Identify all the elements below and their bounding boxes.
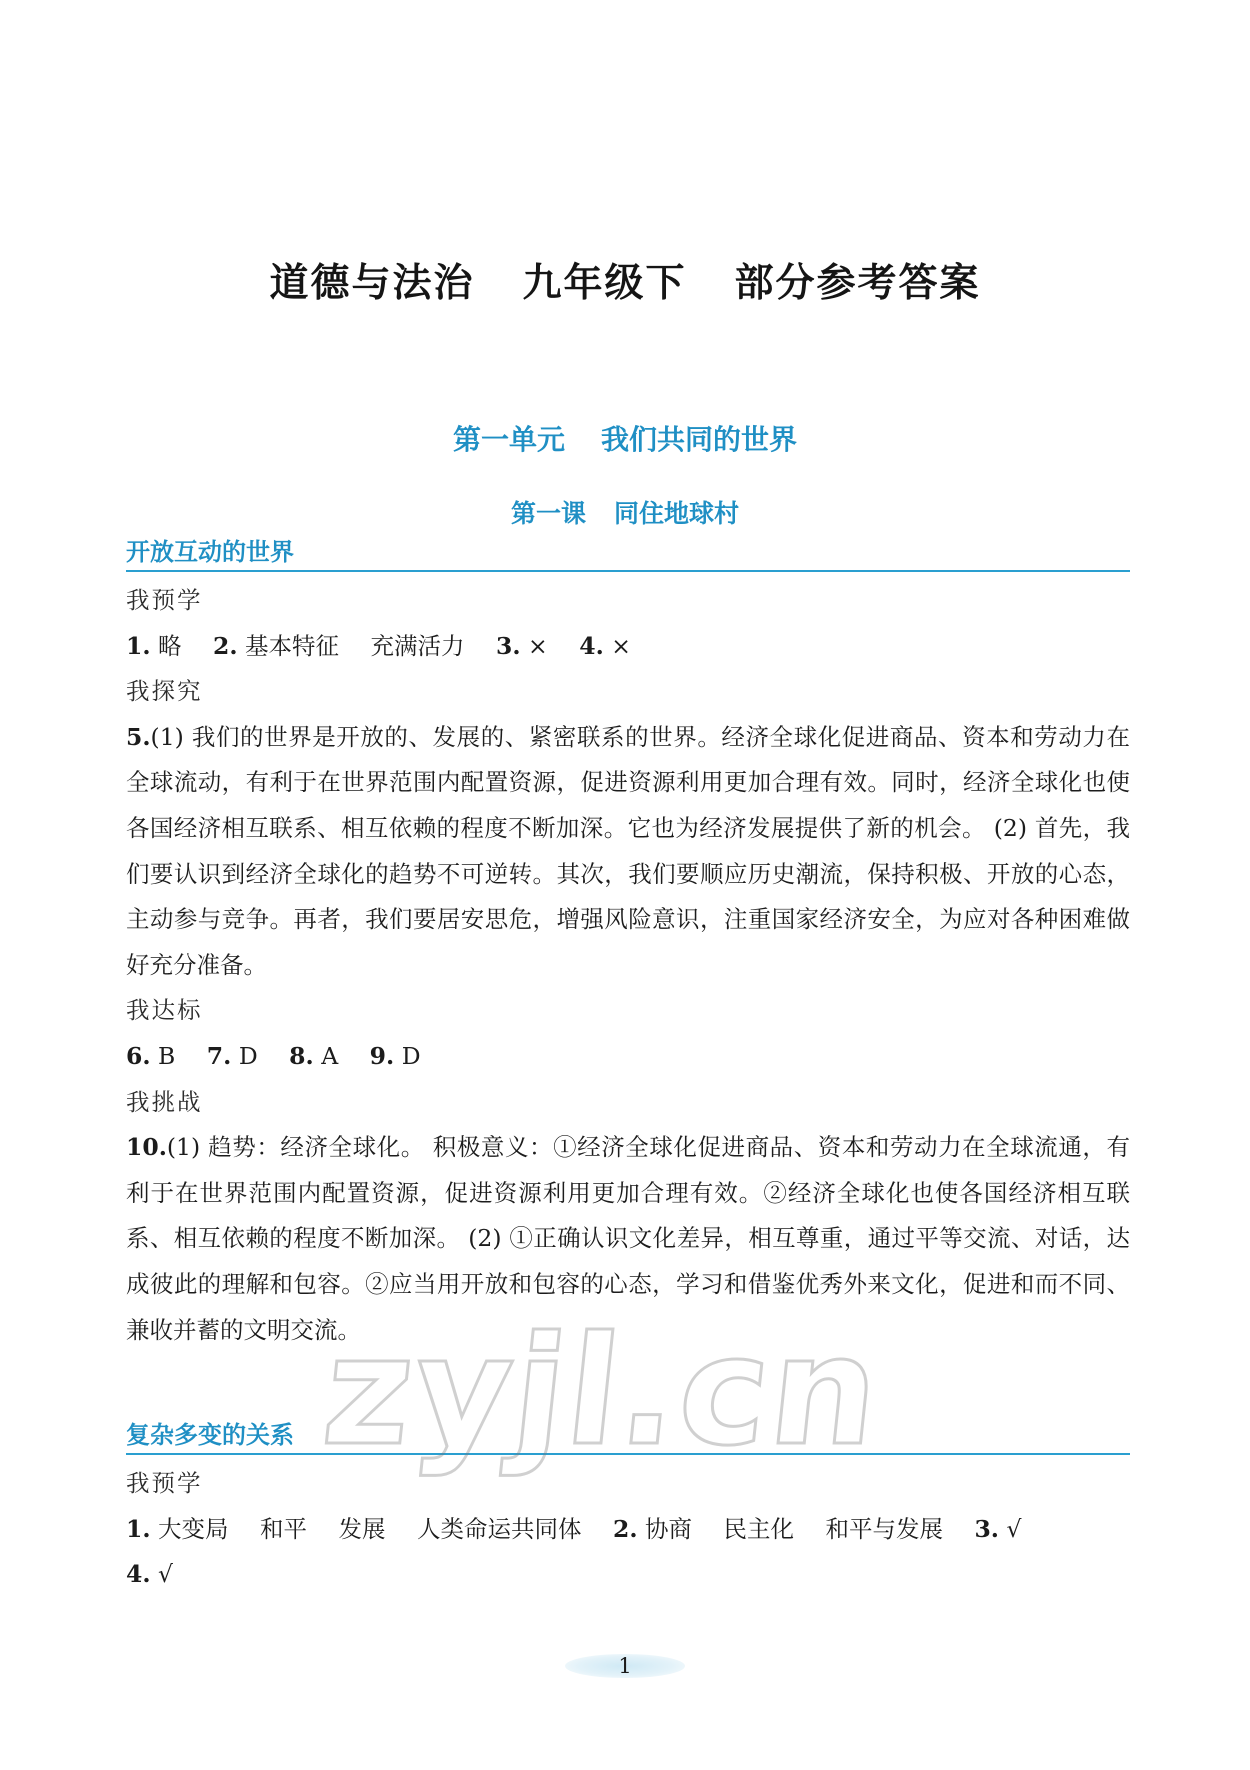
answer-text: 发展 bbox=[338, 1514, 386, 1543]
lesson-label: 第一课 bbox=[510, 499, 586, 528]
section-content-2 bbox=[126, 1461, 1130, 1598]
answer-text: 略 bbox=[158, 631, 182, 660]
answer-line-preview bbox=[126, 624, 1130, 670]
answer-text: (1) 趋势：经济全球化。 积极意义：①经济全球化促进商品、资本和劳动力在全球流通，有利于在世界范围内配置资源，促进资源利用更加合理有效。②经济全球化也使各国经济相互联系、相互依赖的程度不断加深。 (2) ①正确认识文化差异，相互尊重，通过平等交流、对话，达成彼此的理解和包容。②应当用开放和包容的心态，学习和借鉴优秀外来文化，促进和而不同、兼收并蓄的文明交流。 bbox=[126, 1133, 1130, 1344]
unit-title bbox=[0, 418, 1250, 458]
watermark: zyjl.cn bbox=[315, 1305, 889, 1479]
answer-text: 和平与发展 bbox=[825, 1514, 943, 1543]
section-content-1 bbox=[126, 578, 1130, 1353]
answer-paragraph-5 bbox=[126, 715, 1130, 989]
answer-paragraph-10 bbox=[126, 1125, 1130, 1353]
question-number: 2. bbox=[213, 631, 238, 660]
answer-mark: √ bbox=[158, 1560, 174, 1589]
subsection-label-explore: 我探究 bbox=[126, 677, 203, 706]
question-number: 8. bbox=[289, 1041, 314, 1070]
lesson-name: 同住地球村 bbox=[614, 499, 740, 528]
question-number: 9. bbox=[369, 1041, 395, 1070]
answer-mark: × bbox=[611, 631, 631, 660]
question-number: 6. bbox=[126, 1041, 151, 1070]
subsection-label-preview: 我预学 bbox=[126, 586, 203, 614]
page-number: 1 bbox=[618, 1654, 632, 1678]
answer-mark: × bbox=[528, 631, 548, 660]
title-subject: 道德与法治 bbox=[269, 261, 475, 306]
answer-text: 充满活力 bbox=[370, 631, 465, 660]
answer-choice: D bbox=[238, 1041, 258, 1070]
answer-choice: B bbox=[158, 1041, 176, 1070]
lesson-title bbox=[0, 494, 1250, 530]
subsection-label-challenge: 我挑战 bbox=[126, 1087, 203, 1116]
answer-line-preview-1 bbox=[126, 1507, 1130, 1553]
answer-line-preview-2 bbox=[126, 1552, 1130, 1598]
title-grade: 九年级下 bbox=[522, 261, 687, 306]
answer-text: 大变局 bbox=[158, 1514, 229, 1543]
question-number: 5. bbox=[126, 722, 151, 751]
question-number: 10. bbox=[126, 1133, 167, 1162]
question-number: 3. bbox=[496, 631, 521, 660]
answer-text: 协商 bbox=[645, 1514, 692, 1543]
answer-line-standard bbox=[126, 1034, 1130, 1080]
subsection-label-preview: 我预学 bbox=[126, 1469, 203, 1497]
section-heading-2 bbox=[126, 1417, 1130, 1455]
question-number: 4. bbox=[126, 1560, 151, 1589]
question-number: 3. bbox=[974, 1514, 999, 1543]
question-number: 2. bbox=[612, 1514, 638, 1543]
question-number: 7. bbox=[206, 1041, 232, 1070]
section-heading-text: 复杂多变的关系 bbox=[126, 1417, 1130, 1455]
unit-label: 第一单元 bbox=[452, 423, 565, 456]
answer-choice: A bbox=[321, 1041, 339, 1070]
title-kind: 部分参考答案 bbox=[734, 261, 981, 306]
page-title bbox=[0, 252, 1250, 308]
answer-choice: D bbox=[401, 1041, 421, 1070]
answer-text: 民主化 bbox=[723, 1514, 794, 1543]
question-number: 1. bbox=[126, 631, 151, 660]
section-heading-text: 开放互动的世界 bbox=[126, 534, 1130, 572]
page-footer bbox=[565, 1650, 685, 1680]
answer-text: 和平 bbox=[260, 1514, 308, 1543]
question-number: 4. bbox=[579, 631, 604, 660]
unit-name: 我们共同的世界 bbox=[601, 423, 798, 456]
answer-text: (1) 我们的世界是开放的、发展的、紧密联系的世界。经济全球化促进商品、资本和劳动力在全球流动，有利于在世界范围内配置资源，促进资源利用更加合理有效。同时，经济全球化也使各国经济相互联系、相互依赖的程度不断加深。它也为经济发展提供了新的机会。 (2) 首先，我们要认识到经济全球化的趋势不可逆转。其次，我们要顺应历史潮流，保持积极、开放的心态，主动参与竞争。再者，我们要居安思危，增强风险意识，注重国家经济安全，为应对各种困难做好充分准备。 bbox=[126, 722, 1130, 979]
answer-mark: √ bbox=[1006, 1514, 1022, 1543]
answer-text: 人类命运共同体 bbox=[416, 1514, 582, 1543]
answer-text: 基本特征 bbox=[245, 631, 340, 660]
question-number: 1. bbox=[126, 1514, 151, 1543]
subsection-label-standard: 我达标 bbox=[126, 996, 203, 1025]
section-heading-1 bbox=[126, 534, 1130, 572]
